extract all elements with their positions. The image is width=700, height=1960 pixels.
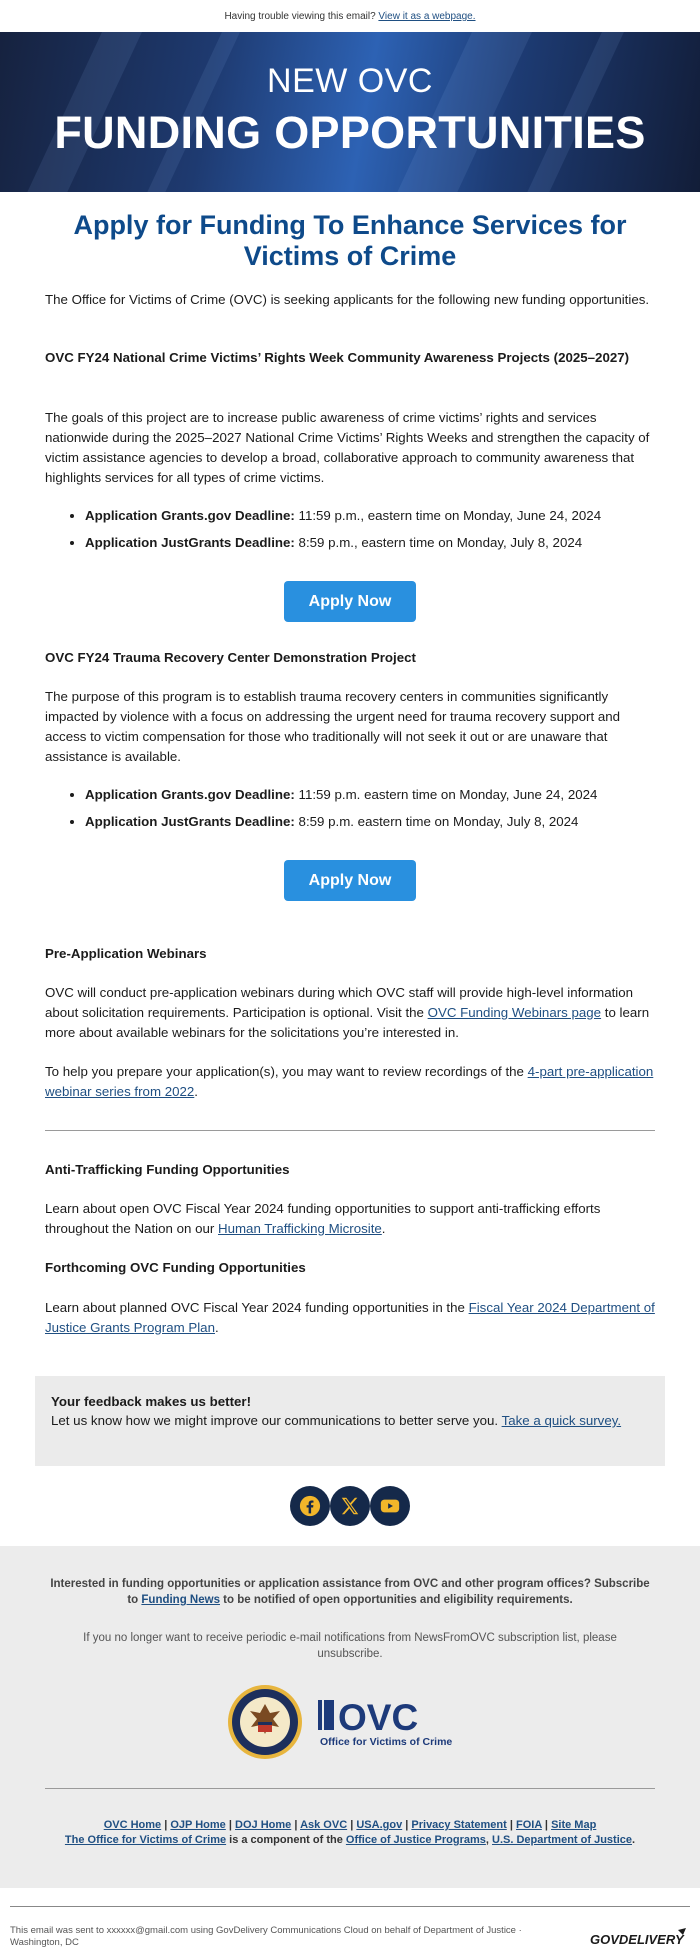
svg-text:GOVDELIVERY: GOVDELIVERY [590, 1932, 684, 1947]
page-title: Apply for Funding To Enhance Services for Victims of Crime [73, 210, 627, 271]
ovc-logo [316, 1694, 466, 1750]
view-online-bar [0, 0, 700, 32]
subscribe-text: Interested in funding opportunities or application assistance from OVC and other program offices? Subscribe to Funding News to be notified of open opportunities and eligibility requirements. [50, 1578, 650, 1606]
webinars-text-1: OVC will conduct pre-application webinars during which OVC staff will provide high-level information about solicitation requirements. Participation is optional. Visit the OVC Funding Webinars page to learn more about available webinars for the solicitations you’re interested in. [45, 985, 650, 1040]
opportunity-1-description: The goals of this project are to increase public awareness of crime victims’ rights and services nationwide during the 2025–2027 National Crime Victims’ Rights Weeks and strengthen the capacity of victim assistance agencies to develop a broad, collaborative approach to community awareness that highlights services for all types of crime victims. [45, 410, 650, 485]
section-divider [45, 1130, 655, 1131]
opportunity-1-title: OVC FY24 National Crime Victims’ Rights Week Community Awareness Projects (2025–2027) [45, 350, 630, 365]
trafficking-title: Anti-Trafficking Funding Opportunities [45, 1162, 290, 1177]
feedback-box [35, 1376, 665, 1466]
deadline-item: • Application JustGrants Deadline: 8:59 p.m., eastern time on Monday, July 8, 2024 [85, 533, 665, 553]
footer-link-doj-home[interactable]: DOJ Home [235, 1819, 292, 1831]
view-as-webpage-link[interactable]: View it as a webpage. [378, 11, 476, 22]
youtube-icon[interactable] [370, 1486, 410, 1526]
ovc-component-link[interactable]: The Office for Victims of Crime [64, 1834, 227, 1846]
hero-banner [0, 32, 700, 192]
deadline-item: • Application Grants.gov Deadline: 11:59 p.m., eastern time on Monday, June 24, 2024 [85, 506, 665, 526]
banner-line-1: NEW OVC [267, 62, 433, 100]
footer-links: OVC Home | OJP Home | DOJ Home | Ask OVC | USA.gov | Privacy Statement | FOIA | Site Map The Office for Victims of Crime is a component of the Office of Justice Programs, U.S. Department of Justice. [64, 1819, 636, 1846]
doj-component-link[interactable]: U.S. Department of Justice [492, 1834, 632, 1846]
govdelivery-logo[interactable] [590, 1926, 690, 1950]
opportunity-2-description: The purpose of this program is to establish trauma recovery centers in communities significantly impacted by violence with a focus on addressing the urgent need for trauma recovery support and access to victim compensation for those who traditionally will not seek it out or are unaware that assistance is available. [45, 689, 621, 764]
opportunity-2-deadlines [85, 785, 665, 839]
x-icon[interactable] [330, 1486, 370, 1526]
footer-link-usa-gov[interactable]: USA.gov [356, 1819, 403, 1831]
survey-link[interactable]: Take a quick survey. [501, 1413, 622, 1428]
deadline-item: • Application JustGrants Deadline: 8:59 p.m. eastern time on Monday, July 8, 2024 [85, 812, 665, 832]
apply-now-button-1[interactable]: Apply Now [284, 581, 416, 622]
footer-link-ojp-home[interactable]: OJP Home [170, 1819, 226, 1831]
doj-seal-icon [227, 1684, 303, 1760]
funding-news-link[interactable]: Funding News [141, 1594, 220, 1606]
footer-link-privacy[interactable]: Privacy Statement [411, 1819, 507, 1831]
deadline-item: • Application Grants.gov Deadline: 11:59 p.m. eastern time on Monday, June 24, 2024 [85, 785, 665, 805]
webinar-series-link[interactable]: 4-part pre-application webinar series from 2022 [45, 1064, 654, 1099]
apply-now-button-2[interactable]: Apply Now [284, 860, 416, 901]
opportunity-1-deadlines [85, 506, 665, 560]
svg-text:OVC: OVC [338, 1697, 419, 1738]
footer-link-site-map[interactable]: Site Map [551, 1819, 597, 1831]
footer-link-foia[interactable]: FOIA [515, 1819, 542, 1831]
feedback-text: Let us know how we might improve our communications to better serve you. Take a quick survey. [51, 1413, 622, 1428]
footer-link-ovc-home[interactable]: OVC Home [103, 1819, 162, 1831]
trafficking-microsite-link[interactable]: Human Trafficking Microsite [217, 1221, 382, 1236]
trouble-text: Having trouble viewing this email? [224, 11, 376, 22]
sent-notice: This email was sent to xxxxxx@gmail.com using GovDelivery Communications Cloud on behalf of Department of Justice · Washington, DC [10, 1925, 522, 1948]
svg-text:Office for Victims of Crime: Office for Victims of Crime [320, 1736, 453, 1748]
trafficking-text: Learn about open OVC Fiscal Year 2024 funding opportunities to support anti-trafficking efforts throughout the Nation on our Human Trafficking Microsite. [45, 1201, 601, 1236]
forthcoming-title: Forthcoming OVC Funding Opportunities [45, 1260, 306, 1275]
ojp-component-link[interactable]: Office of Justice Programs [345, 1834, 486, 1846]
webinars-title: Pre-Application Webinars [45, 946, 207, 961]
footer-divider [45, 1788, 655, 1789]
social-links [290, 1486, 410, 1528]
bottom-divider [10, 1906, 690, 1907]
intro-text: The Office for Victims of Crime (OVC) is seeking applicants for the following new funding opportunities. [45, 292, 650, 307]
webinars-text-2: To help you prepare your application(s), you may want to review recordings of the 4-part pre-application webinar series from 2022. [45, 1064, 654, 1099]
opportunity-2-title: OVC FY24 Trauma Recovery Center Demonstration Project [45, 650, 416, 665]
facebook-icon[interactable] [290, 1486, 330, 1526]
banner-line-2: FUNDING OPPORTUNITIES [54, 107, 646, 158]
feedback-title: Your feedback makes us better! [51, 1394, 252, 1409]
footer [0, 1546, 700, 1888]
grants-program-plan-link[interactable]: Fiscal Year 2024 Department of Justice Grants Program Plan [45, 1300, 655, 1335]
webinars-page-link[interactable]: OVC Funding Webinars page [427, 1005, 602, 1020]
unsubscribe-text: If you no longer want to receive periodic e-mail notifications from NewsFromOVC subscription list, please unsubscribe. [83, 1632, 617, 1660]
forthcoming-text: Learn about planned OVC Fiscal Year 2024 funding opportunities in the Fiscal Year 2024 Department of Justice Grants Program Plan. [45, 1300, 655, 1335]
footer-link-ask-ovc[interactable]: Ask OVC [300, 1819, 348, 1831]
